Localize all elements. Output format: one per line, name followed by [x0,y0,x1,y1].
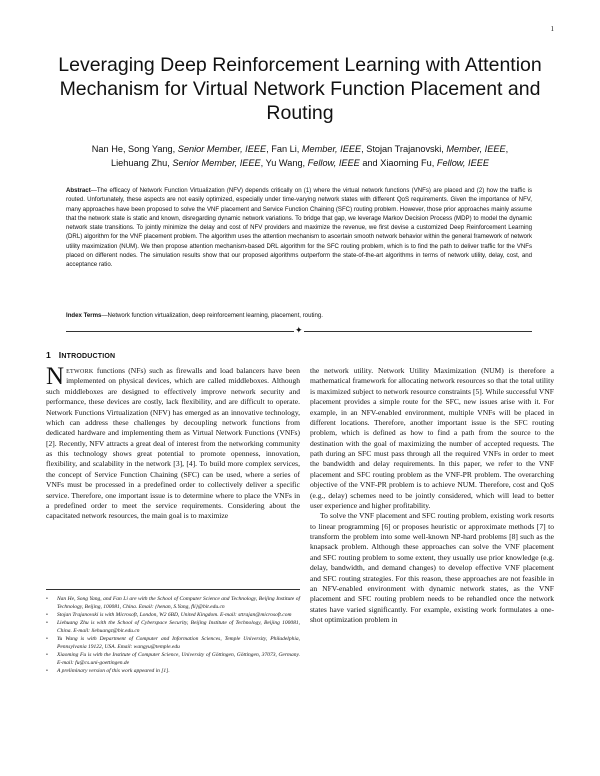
footnote-item: • Yu Wang is with Department of Computer and Information Sciences, Temple University, Philadelphia, Pennsylvania 19122, USA. Email: wangyu@temple.edu [46,635,300,650]
author-line-1: Nan He, Song Yang, Senior Member, IEEE, Fan Li, Member, IEEE, Stojan Trajanovski, Member, IEEE, [91,144,509,154]
footnote-item: • Xiaoming Fu is with the Institute of Computer Science, University of Göttingen, Göttingen, 37073, Germany. E-mail: fu@cs.uni-goettingen.de [46,651,300,666]
section-divider [66,327,532,337]
abstract [66,186,532,269]
footnote-item: • A preliminary version of this work appeared in [1]. [46,667,170,674]
index-terms-label: Index Terms [66,312,102,319]
author-block [40,142,560,171]
author-line-2: Liehuang Zhu, Senior Member, IEEE, Yu Wang, Fellow, IEEE and Xiaoming Fu, Fellow, IEEE [111,158,489,169]
divider-diamond-icon: ✦ [295,326,303,336]
index-terms [66,311,532,320]
paragraph: NETWORK functions (NFs) such as firewalls and load balancers have been implemented on physical devices, which are called middleboxes. Although such middleboxes are designed to effectively improve network security and performance, these devices are costly, lack flexibility, and are difficult to operate. Network Functions Virtualization (NFV) has emerged as an innovative technology, which can address these challenges by decoupling network functions from dedicated hardware and implementing them as Virtual Network Functions (VNFs) [2]. Recently, NFV attracts a great deal of interest from the networking community as this technology shows great potential to promote openness, innovation, flexibility, and scalability in the network [3], [4]. To build more complex services, the concept of Service Function Chaining (SFC) can be used, where a series of VNFs must be processed in a predefined order to collectively deliver a specific service. Therefore, one important issue is to determine where to place the VNFs in a predefined order to meet the service requirements. Considering about the capacitated network resources, the main goal is to maximize [46,363,300,521]
footnote-item: • Nan He, Song Yang, and Fan Li are with the School of Computer Science and Technology, Beijing Institute of Technology, Beijing, 100081, China. Email: {henan, S.Yang, fli}@bit.edu.cn [46,596,300,610]
bullet-icon: • [46,596,48,602]
body-column-left [46,363,300,522]
drop-cap: N [46,363,65,390]
footnote-rule [46,589,300,590]
paragraph: To solve the VNF placement and SFC routing problem, existing work resorts to linear programming [6] or proposes heuristic or approximate methods [7] to transform the problem into some well-known NP-hard problems [8] such as the knapsack problem. Although these approaches can solve the VNF placement and SFC routing problem to some extent, they usually use prior knowledge (e.g. delay, bandwidth, and demand changes) to develop effective VNF placement and SFC routing strategies. For this reason, these approaches are not feasible in an NFV-enabled environment with dynamic network states, as the VNF placement and SFC routing problem needs to be rehandled once the network states have varied significantly. For example, existing work formulates a one-shot optimization problem in [310,511,554,624]
footnote-item: • Liehuang Zhu is with the School of Cyberspace Security, Beijing Institute of Technology, Beijing 100081, China. E-mail: liehuangz@bit.edu.cn [46,619,300,634]
footnotes [46,596,300,676]
body-column-right [310,366,554,625]
bullet-icon: • [46,651,48,658]
bullet-icon: • [46,619,48,626]
abstract-label: Abstract [66,187,91,194]
footnote-item: • Stojan Trajanovski is with Microsoft, London, W2 6BD, United Kingdom. E-mail: sttrajan@microsoft.com [46,611,292,618]
paper-title: Leveraging Deep Reinforcement Learning with Attention Mechanism for Virtual Network Function Placement and Routing [58,54,542,124]
index-terms-text: —Network function virtualization, deep reinforcement learning, placement, routing. [101,312,323,319]
bullet-icon: • [46,611,48,618]
bullet-icon: • [46,667,48,674]
paragraph: the network utility. Network Utility Maximization (NUM) is therefore a mathematical framework for allocating network resources so that the total utility is maximized subject to network resource constraints [5]. While successful VNF placement provides a simple route for the SFC, new issues arise with it. For example, in an NFV-enabled environment, multiple VNFs will be placed in different locations. Therefore, another important issue is the SFC routing problem, which is defined as how to find a path from the source to the destination with the goal of maximizing the number of accepted requests. The path during an SFC must pass through all the required VNFs in order to meet the bandwidth and delay requirements. In this paper, we refer to the VNF placement and SFC routing problem as the VNF-PR problem. The overarching objective of the VNF-PR problem is to achieve NUM. Therefore, cost and QoS (e.g., delay) schemes need to be jointly considered, which will lead to better user experience and higher profitability. [310,366,554,510]
abstract-text: —The efficacy of Network Function Virtualization (NFV) depends critically on (1) where the virtual network functions (VNFs) are placed and (2) how the traffic is routed. Unfortunately, these aspects are not easily optimized, especially under time-varying network states with different QoS requirements. Given the importance of NFV, many approaches have been proposed to solve the VNF placement and Service Function Chaining (SFC) routing problem. However, those prior approaches mainly assume that the network state is static and known, disregarding dynamic network variations. To bridge that gap, we leverage Markov Decision Process (MDP) to model the dynamic network state transitions. To jointly minimize the delay and cost of NFV providers and maximize the revenue, we first devise a customized Deep Reinforcement Learning (DRL) algorithm for the VNF placement problem. The algorithm uses the attention mechanism to ascertain smooth network behavior within the general framework of network utility maximization (NUM). We then propose attention mechanism-based DRL algorithm for the SFC routing problem, which is to find the path to deliver traffic for the VNFs placed on different nodes. The simulation results show that our proposed algorithms outperform the state-of-the-art algorithms in terms of network utility, delay, cost, and acceptance ratio. [66,187,532,268]
bullet-icon: • [46,635,48,642]
section-heading: 1 INTRODUCTION [46,350,116,360]
page-number: 1 [550,25,554,33]
